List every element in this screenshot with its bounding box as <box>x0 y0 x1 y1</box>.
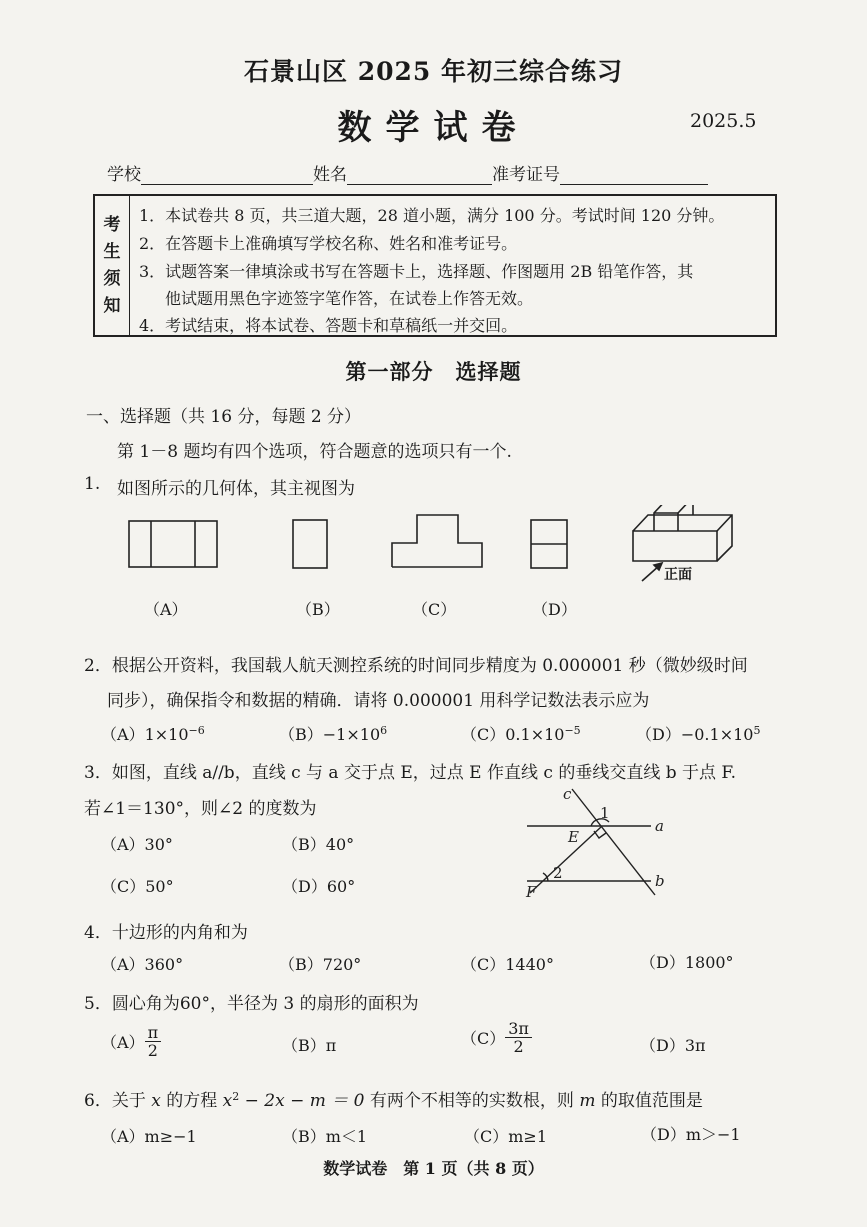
q1-option-b: （B） <box>296 600 340 619</box>
q2-option-b: $(B)-1\times 10^6$ <box>279 724 388 744</box>
notice-item: 1．本试卷共 8 页，共三道大题，28 道小题，满分 100 分。考试时间 120 分钟。 <box>139 206 725 225</box>
q5-option-a: （A） $\frac{\pi}{2}$ <box>101 1024 161 1059</box>
q2-option-a: $(A)1\times 10^{-6}$ <box>101 724 205 744</box>
q4-option-d: （D）1800° <box>640 953 734 972</box>
school-label: 学校 <box>107 165 141 185</box>
q4-option-a: （A）360° <box>101 955 184 974</box>
q6-option-b: （B）m＜1 <box>282 1127 368 1146</box>
line-ef <box>530 827 601 893</box>
option-a-view <box>129 521 217 567</box>
option-b-view <box>293 520 327 568</box>
section-heading: 一、选择题（共 16 分，每题 2 分） <box>86 407 362 427</box>
q2-text-line1: 2．根据公开资料，我国载人航天测控系统的时间同步精度为 0.000001 秒（微妙级时间 <box>84 656 748 676</box>
q4-text: 4．十边形的内角和为 <box>84 923 248 943</box>
front-label: 正面 <box>664 567 692 583</box>
q5-text: 5．圆心角为60°，半径为 3 的扇形的面积为 <box>84 994 419 1014</box>
q2-option-d: $(D)-0.1\times 10^5$ <box>636 724 761 744</box>
q5-option-b: （B）π <box>282 1036 337 1055</box>
q5-option-c: （C） $\frac{3\pi}{2}$ <box>461 1020 532 1055</box>
exam-title: 石景山区 2025 年初三综合练习 <box>244 57 623 86</box>
q2-option-c: $(C)0.1\times 10^{-5}$ <box>461 724 581 744</box>
label-angle-2: 2 <box>553 864 563 882</box>
q4-option-b: （B）720° <box>279 955 362 974</box>
q5-option-d: （D）3π <box>640 1036 706 1055</box>
id-label: 准考证号 <box>492 165 560 185</box>
option-d-view <box>531 520 567 568</box>
q1-option-c: （C） <box>412 600 457 619</box>
q1-number: 1. <box>84 474 101 494</box>
name-label: 姓名 <box>313 165 347 185</box>
q3-text-line1: 3．如图，直线 a//b，直线 c 与 a 交于点 E，过点 E 作直线 c 的垂线交直线 b 于点 F. <box>84 763 736 783</box>
label-f: F <box>526 883 537 901</box>
label-angle-1: 1 <box>600 804 610 822</box>
q4-option-c: （C）1440° <box>461 955 554 974</box>
exam-subject: 数学试卷 <box>337 108 530 148</box>
school-field[interactable] <box>141 166 313 185</box>
section-instruction: 第 1－8 题均有四个选项，符合题意的选项只有一个. <box>117 442 512 462</box>
q1-option-d: （D） <box>532 600 577 619</box>
q6-option-a: （A）m≥−1 <box>101 1127 197 1146</box>
label-e: E <box>568 828 579 846</box>
page-footer: 数学试卷 第 1 页（共 8 页） <box>323 1159 544 1178</box>
q3-text-line2: 若∠1＝130°，则∠2 的度数为 <box>84 799 317 819</box>
q6-option-d: （D）m＞−1 <box>641 1125 741 1144</box>
candidate-notice-box <box>93 194 777 337</box>
solid-figure <box>633 505 732 561</box>
q6-text: 6．关于 x 的方程 $x^2 - 2x - m = 0$ 有两个不相等的实数根，则 m 的取值范围是 <box>84 1090 703 1111</box>
label-b: b <box>655 872 665 890</box>
notice-heading: 考 生 须 知 <box>95 196 130 335</box>
notice-item: 4．考试结束，将本试卷、答题卡和草稿纸一并交回。 <box>139 316 518 335</box>
q1-text: 如图所示的几何体，其主视图为 <box>117 479 355 499</box>
notice-item: 3．试题答案一律填涂或书写在答题卡上，选择题、作图题用 2B 铅笔作答，其 <box>139 262 694 281</box>
exam-date: 2025.5 <box>690 110 757 132</box>
id-field[interactable] <box>560 166 708 185</box>
q3-option-b: （B）40° <box>282 835 355 854</box>
q2-text-line2: 同步），确保指令和数据的精确．请将 0.000001 用科学记数法表示应为 <box>107 691 650 711</box>
q6-option-c: （C）m≥1 <box>464 1127 548 1146</box>
q3-parallel-lines-figure <box>515 785 675 905</box>
notice-item: 2．在答题卡上准确填写学校名称、姓名和准考证号。 <box>139 234 518 253</box>
label-c: c <box>563 785 572 803</box>
q3-option-d: （D）60° <box>282 877 356 896</box>
q1-option-a: （A） <box>144 600 188 619</box>
q3-option-c: （C）50° <box>101 877 174 896</box>
notice-item: 他试题用黑色字迹签字笔作答，在试卷上作答无效。 <box>165 289 534 308</box>
label-a: a <box>655 817 664 835</box>
q3-option-a: （A）30° <box>101 835 173 854</box>
part-title: 第一部分 选择题 <box>345 359 522 384</box>
option-c-view <box>392 515 482 567</box>
candidate-info-row <box>107 160 708 185</box>
name-field[interactable] <box>347 166 492 185</box>
